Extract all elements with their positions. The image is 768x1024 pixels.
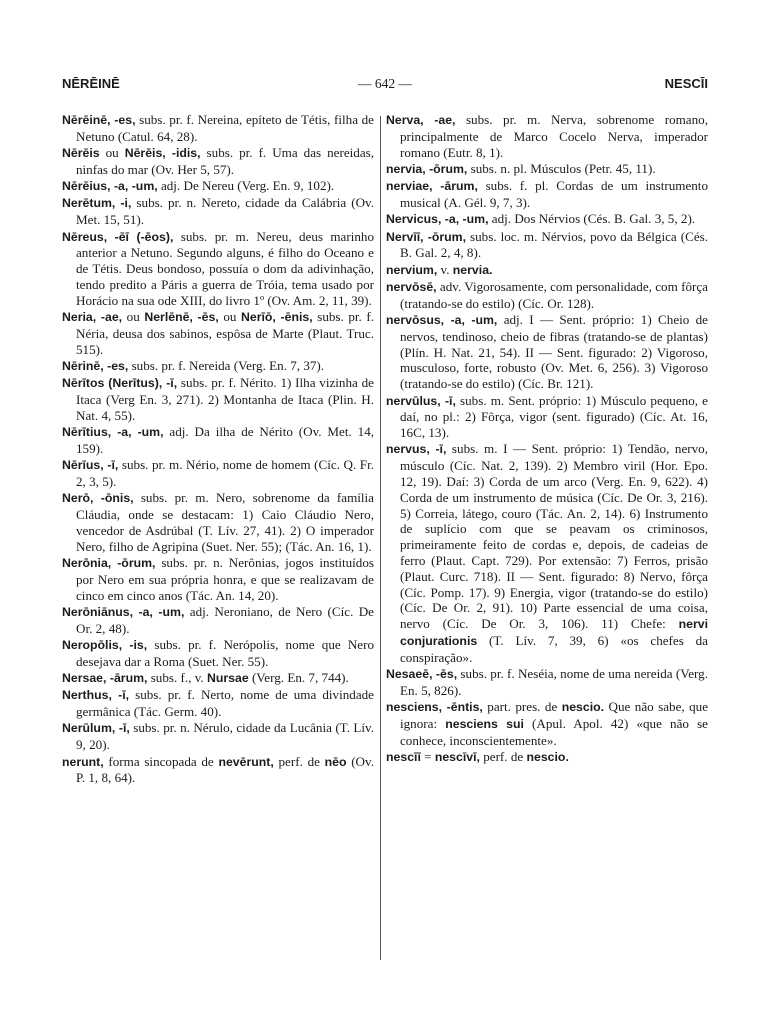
entry-headword: nerunt, bbox=[62, 754, 104, 769]
entry-headword: Nēreus, -ēī (-ēos), bbox=[62, 229, 174, 244]
entry-definition: adj. Da ilha de Nérito (Ov. Met. 14, 159). bbox=[76, 424, 375, 456]
guide-word-left: NĒRĒINĒ bbox=[62, 76, 120, 91]
column-divider bbox=[380, 116, 381, 960]
entry-headword: Nērēinē, -es, bbox=[62, 113, 136, 127]
dictionary-entry bbox=[386, 699, 708, 748]
entry-headword: nervus, -ī, bbox=[386, 442, 447, 457]
entry-definition: adj. De Nereu (Verg. En. 9, 102). bbox=[157, 178, 335, 194]
entry-definition: adv. Vigorosamente, com personalidade, com fôrça (tratando-se do estilo) (Cíc. Or. 128). bbox=[400, 278, 708, 311]
dictionary-entry bbox=[386, 393, 708, 441]
entry-definition: subs. pr. f. Nereina, epíteto de Tétis, filha de Netuno (Catul. 64, 28). bbox=[76, 112, 374, 144]
entry-definition: subs. pr. m. Nerva, sobrenome romano, principalmente de Marco Cocelo Nerva, imperador romano (Eutr. 8, 1). bbox=[400, 112, 708, 160]
entry-definition: subs. pr. f. Neséia, nome de uma nereida (Verg. En. 5, 826). bbox=[400, 666, 708, 698]
entry-headword: nervia, -ōrum, bbox=[386, 161, 468, 176]
entry-definition: Que não sabe, que ignora: bbox=[400, 699, 709, 731]
entry-definition: subs. pr. m. Nereu, deus marinho anterior a Netuno. Segundo alguns, é filho do Oceano e de Tétis. Deus bondoso, possuía o dom da adivinhação, tendo predito a Páris a guerra de Tróia, tema usado por Horácio na sua ode XIII, do livro 1º (Ov. Am. 2, 11, 39). bbox=[76, 228, 374, 308]
entry-definition: part. pres. de bbox=[482, 699, 562, 715]
entry-headword: nesciens sui bbox=[445, 716, 524, 731]
entry-definition: (T. Lív. 7, 39, 6) «os chefes da conspiração». bbox=[400, 633, 708, 665]
entry-definition: perf. de bbox=[273, 753, 325, 769]
dictionary-entry bbox=[62, 490, 374, 554]
entry-headword: Nērēius, -a, -um, bbox=[62, 179, 158, 194]
entry-headword: nescio. bbox=[561, 700, 605, 715]
dictionary-entry bbox=[62, 309, 374, 357]
dictionary-entry bbox=[386, 262, 708, 279]
entry-definition: forma sincopada de bbox=[103, 753, 219, 769]
entry-definition: subs. pr. n. Nérulo, cidade da Lucânia (T. Lív. 9, 20). bbox=[76, 720, 375, 753]
entry-headword: Nerōnia, -ōrum, bbox=[62, 556, 156, 571]
entry-headword: Nersae, -ārum, bbox=[62, 671, 148, 686]
entry-definition: subs. pr. f. Nereida (Verg. En. 7, 37). bbox=[128, 357, 325, 373]
entry-headword: nescīī bbox=[386, 750, 421, 765]
entry-headword: Nērēis, -idis, bbox=[124, 146, 201, 161]
dictionary-entry bbox=[62, 195, 374, 228]
entry-headword: Nerlēnē, -ēs, bbox=[144, 310, 219, 325]
dictionary-entry bbox=[386, 178, 708, 211]
entry-headword: nesciens, -ēntis, bbox=[386, 700, 483, 715]
entry-headword: Nerthus, -ī, bbox=[62, 688, 130, 703]
entry-headword: Nursae bbox=[206, 671, 249, 686]
entry-definition: subs. f. pl. Cordas de um instrumento musical (A. Gél. 9, 7, 3). bbox=[400, 178, 708, 210]
entry-definition: (Ov. P. 1, 8, 64). bbox=[76, 753, 374, 786]
dictionary-entry bbox=[62, 229, 374, 309]
dictionary-entry bbox=[62, 637, 374, 670]
entry-definition: subs. pr. m. Nério, nome de homem (Cíc. Q. Fr. 2, 3, 5). bbox=[76, 457, 374, 490]
dictionary-entry bbox=[62, 687, 374, 720]
page-number: — 642 — bbox=[358, 76, 412, 91]
dictionary-entry bbox=[62, 754, 374, 787]
entry-headword: nescio. bbox=[526, 750, 569, 765]
dictionary-entry bbox=[386, 666, 708, 699]
entry-headword: Nervicus, -a, -um, bbox=[386, 212, 489, 227]
dictionary-entry bbox=[62, 178, 374, 195]
dictionary-entry bbox=[386, 749, 708, 766]
entry-definition: perf. de bbox=[479, 749, 527, 765]
right-column bbox=[386, 112, 708, 766]
dictionary-entry bbox=[386, 441, 708, 665]
entry-definition: adj. Neroniano, de Nero (Cíc. De Or. 2, 48). bbox=[76, 603, 374, 636]
entry-definition: ou bbox=[99, 145, 125, 161]
entry-headword: Nērītos (Nerītus), -ī, bbox=[62, 376, 178, 391]
entry-definition: subs. pr. f. Nerto, nome de uma divindade germânica (Tác. Germ. 40). bbox=[76, 687, 374, 720]
entry-headword: nervōsus, -a, -um, bbox=[386, 313, 498, 328]
entry-headword: Nērīus, -ī, bbox=[62, 458, 119, 473]
entry-headword: Nerīō, -ēnis, bbox=[240, 310, 313, 325]
entry-definition: subs. f., v. bbox=[147, 670, 207, 686]
entry-definition: adj. Dos Nérvios (Cés. B. Gal. 3, 5, 2). bbox=[488, 211, 696, 227]
dictionary-entry bbox=[62, 457, 374, 490]
entry-headword: Neria, -ae, bbox=[62, 310, 123, 325]
entry-headword: nescīvī, bbox=[434, 750, 480, 765]
entry-definition: adj. I — Sent. próprio: 1) Cheio de nervos, tendinoso, cheio de fibras (tratando-se de plantas) (Plín. H. Nat. 21, 54). II — Sent. figurado: 2) Vigoroso, musculoso, forte, robusto (Ov. Met. 6, 256). 3) Vigoroso (tratando-se do estilo) (Cíc. Br. 121). bbox=[400, 312, 708, 392]
entry-headword: Neropōlis, -is, bbox=[62, 638, 148, 652]
entry-definition: subs. pr. f. Néria, deusa dos sabinos, espôsa de Marte (Plaut. Truc. 515). bbox=[76, 309, 375, 357]
dictionary-entry bbox=[62, 145, 374, 178]
guide-word-right: NESCĪI bbox=[664, 76, 708, 91]
entry-headword: nervium, bbox=[386, 262, 438, 277]
entry-headword: Nērēis bbox=[62, 146, 100, 161]
entry-headword: Nērinē, -es, bbox=[62, 358, 129, 373]
entry-definition: subs. pr. f. Nérito. 1) Ilha vizinha de Itaca (Verg En. 3, 271). 2) Montanha de Itaca (Plin. H. Nat. 4, 55). bbox=[76, 375, 374, 423]
dictionary-entry bbox=[386, 211, 708, 228]
entry-headword: nervi conjurationis bbox=[400, 617, 708, 648]
running-head bbox=[62, 76, 708, 96]
entry-definition: (Apul. Apol. 42) «que não se conhece, inconscientemente». bbox=[400, 715, 708, 748]
entry-headword: nēo bbox=[324, 754, 347, 769]
entry-headword: nervōsē, bbox=[386, 279, 437, 294]
entry-headword: Nērītius, -a, -um, bbox=[62, 425, 164, 440]
dictionary-entry bbox=[62, 720, 374, 753]
entry-headword: Nerūlum, -ī, bbox=[62, 721, 130, 736]
entry-definition: subs. loc. m. Nérvios, povo da Bélgica (Cés. B. Gal. 2, 4, 8). bbox=[400, 228, 709, 261]
dictionary-entry bbox=[62, 555, 374, 603]
dictionary-entry bbox=[62, 375, 374, 423]
entry-definition: v. bbox=[437, 261, 453, 277]
entry-definition: subs. pr. n. Nerônias, jogos instituídos por Nero em sua própria honra, e que se realizavam de cinco em cinco anos (Tác. An. 14, 20). bbox=[76, 555, 374, 603]
entry-headword: nerviae, -ārum, bbox=[386, 179, 478, 194]
entry-headword: Nerētum, -i, bbox=[62, 196, 132, 211]
entry-headword: nervūlus, -ī, bbox=[386, 393, 456, 408]
dictionary-entry bbox=[386, 112, 708, 160]
dictionary-entry bbox=[386, 312, 708, 392]
left-column bbox=[62, 112, 374, 787]
entry-definition: subs. pr. f. Nerópolis, nome que Nero desejava dar a Roma (Suet. Ner. 55). bbox=[76, 637, 375, 669]
dictionary-entry bbox=[386, 229, 708, 262]
dictionary-entry bbox=[62, 112, 374, 145]
entry-definition: ou bbox=[122, 309, 145, 325]
entry-definition: subs. m. I — Sent. próprio: 1) Tendão, nervo, músculo (Cíc. Nat. 2, 139). 2) Membro viril (Hor. Epo. 12, 19). Daí: 3) Corda de um arco (Verg. En. 9, 622). 4) Corda de um instrumento de música (Cíc. De Or. 3, 216). 5) Correia, látego, couro (Tác. An. 2, 14). 6) Instrumento de suplício com que se peavam os criminosos, primeiramente feito de cordas e, depois, de cadeias de ferro (Plaut. Capt. 729). Por extensão: 7) Ferros, prisão (Plaut. Curc. 718). II — Sent. figurado: 8) Nervo, fôrça (Cíc. Pomp. 17). 9) Energia, vigor (tratando-se do estilo) (Cíc. De Or. 2, 91). 10) Parte essencial de uma coisa, nervo (Cíc. De Or. 3, 106). 11) Chefe: bbox=[400, 441, 708, 632]
entry-definition: subs. pr. n. Nereto, cidade da Calábria (Ov. Met. 15, 51). bbox=[76, 195, 374, 228]
entry-headword: Nesaeē, -ēs, bbox=[386, 667, 458, 682]
dictionary-entry bbox=[62, 604, 374, 637]
entry-definition: = bbox=[420, 749, 435, 765]
entry-headword: Nerō, -ōnis, bbox=[62, 491, 134, 506]
entry-headword: nevērunt, bbox=[218, 754, 274, 769]
entry-headword: Nerōniānus, -a, -um, bbox=[62, 604, 185, 619]
entry-headword: nervia. bbox=[452, 262, 493, 277]
dictionary-entry bbox=[62, 670, 374, 687]
entry-headword: Nerva, -ae, bbox=[386, 113, 456, 127]
dictionary-entry bbox=[62, 424, 374, 457]
entry-definition: (Verg. En. 7, 744). bbox=[248, 670, 349, 686]
entry-definition: subs. pr. m. Nero, sobrenome da família Cláudia, onde se destacam: 1) Caio Cláudio Nero, vencedor de Asdrúbal (T. Lív. 27, 41). 2) O imperador Nero, filho de Agripina (Suet. Ner. 55); (Tác. An. 16, 1). bbox=[76, 490, 374, 554]
entry-definition: subs. pr. f. Uma das nereidas, ninfas do mar (Ov. Her 5, 57). bbox=[76, 145, 374, 177]
dictionary-entry bbox=[386, 279, 708, 312]
dictionary-entry bbox=[386, 161, 708, 178]
dictionary-entry bbox=[62, 358, 374, 375]
entry-headword: Nervīī, -ōrum, bbox=[386, 229, 467, 244]
entry-definition: subs. m. Sent. próprio: 1) Músculo pequeno, e daí, no pl.: 2) Fôrça, vigor (sent. figurado) (Cíc. At. 16, 16C, 13). bbox=[400, 392, 708, 441]
entry-definition: subs. n. pl. Músculos (Petr. 45, 11). bbox=[467, 160, 656, 176]
entry-definition: ou bbox=[218, 309, 241, 325]
